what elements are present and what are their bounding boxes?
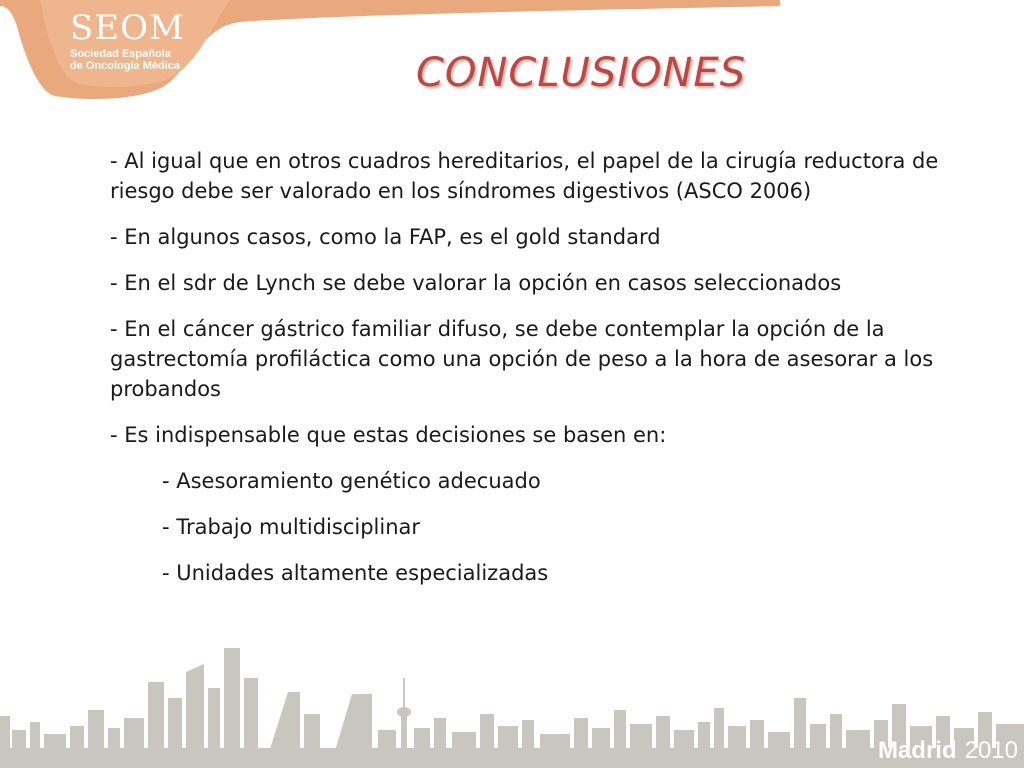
slide-content [110,146,960,604]
sub-bullet-item: - Trabajo multidisciplinar [162,515,421,539]
footer-location [878,734,1018,768]
bullet-item: - En algunos casos, como la FAP, es el gold standard [110,225,661,249]
slide-title: CONCLUSIONES [416,50,747,96]
footer-year: 2010 [964,737,1018,764]
logo-subtitle-line2: de Oncología Médica [70,60,181,72]
bullet-item: - En el cáncer gástrico familiar difuso, se debe contemplar la opción de la gastrectomía profiláctica como una opción de peso a la hora de asesorar a los probandos [110,317,934,401]
logo-subtitle-line1: Sociedad Española [70,48,171,60]
bullet-item: - Es indispensable que estas decisiones se basen en: [110,423,667,447]
footer-place: Madrid [877,737,957,764]
logo-title: SEOM [70,8,185,48]
bullet-item: - En el sdr de Lynch se debe valorar la opción en casos seleccionados [110,271,842,295]
seom-logo [70,8,185,72]
sub-bullet-item: - Unidades altamente especializadas [162,561,549,585]
bullet-item: - Al igual que en otros cuadros hereditarios, el papel de la cirugía reductora de riesgo debe ser valorado en los síndromes digestivos (ASCO 2006) [110,149,939,203]
sub-bullet-item: - Asesoramiento genético adecuado [162,469,541,493]
madrid-skyline-image [0,638,1024,768]
